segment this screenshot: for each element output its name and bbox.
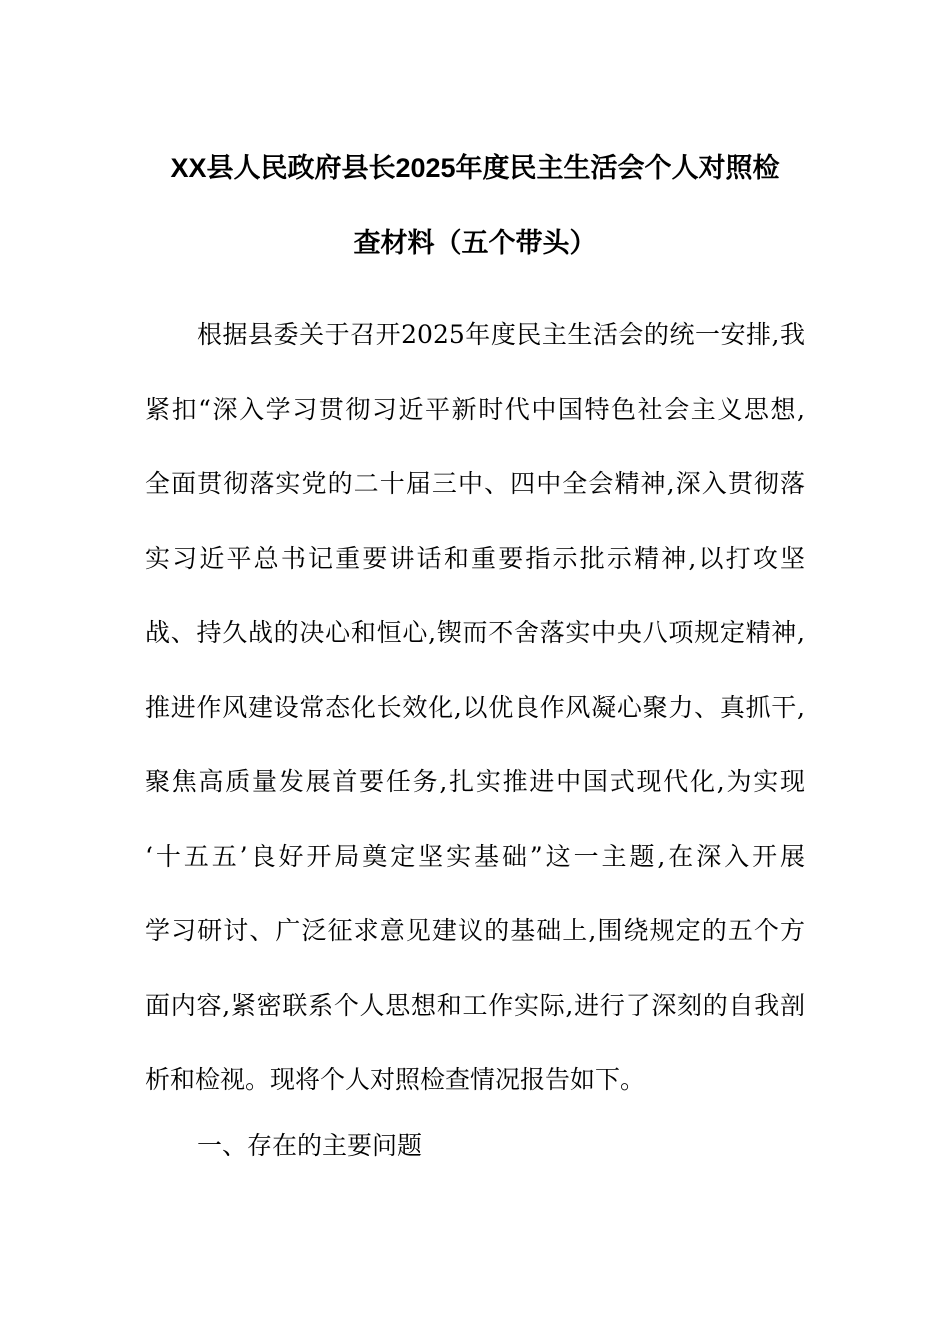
paragraph-line: 战、持久战的决心和恒心,锲而不舍落实中央八项规定精神, bbox=[145, 618, 805, 647]
paragraph-line: 推进作风建设常态化长效化,以优良作风凝心聚力、真抓干, bbox=[145, 693, 805, 722]
paragraph-line: 聚焦高质量发展首要任务,扎实推进中国式现代化,为实现 bbox=[145, 767, 805, 796]
paragraph-line: 面内容,紧密联系个人思想和工作实际,进行了深刻的自我剖 bbox=[145, 991, 805, 1020]
paragraph-line: 全面贯彻落实党的二十届三中、四中全会精神,深入贯彻落 bbox=[145, 469, 805, 498]
paragraph-line: ‘十五五’良好开局奠定坚实基础”这一主题,在深入开展 bbox=[145, 842, 805, 871]
document-title-line-1: XX县人民政府县长2025年度民主生活会个人对照检 bbox=[170, 153, 780, 183]
paragraph-line: 实习近平总书记重要讲话和重要指示批示精神,以打攻坚 bbox=[145, 544, 805, 573]
paragraph-line: 紧扣“深入学习贯彻习近平新时代中国特色社会主义思想, bbox=[145, 395, 805, 424]
document-title-line-2: 查材料（五个带头） bbox=[353, 228, 597, 258]
paragraph-line: 根据县委关于召开2025年度民主生活会的统一安排,我 bbox=[197, 320, 805, 349]
section-heading: 一、存在的主要问题 bbox=[197, 1131, 423, 1160]
paragraph-line: 析和检视。现将个人对照检查情况报告如下。 bbox=[145, 1065, 646, 1094]
paragraph-line: 学习研讨、广泛征求意见建议的基础上,围绕规定的五个方 bbox=[145, 916, 805, 945]
